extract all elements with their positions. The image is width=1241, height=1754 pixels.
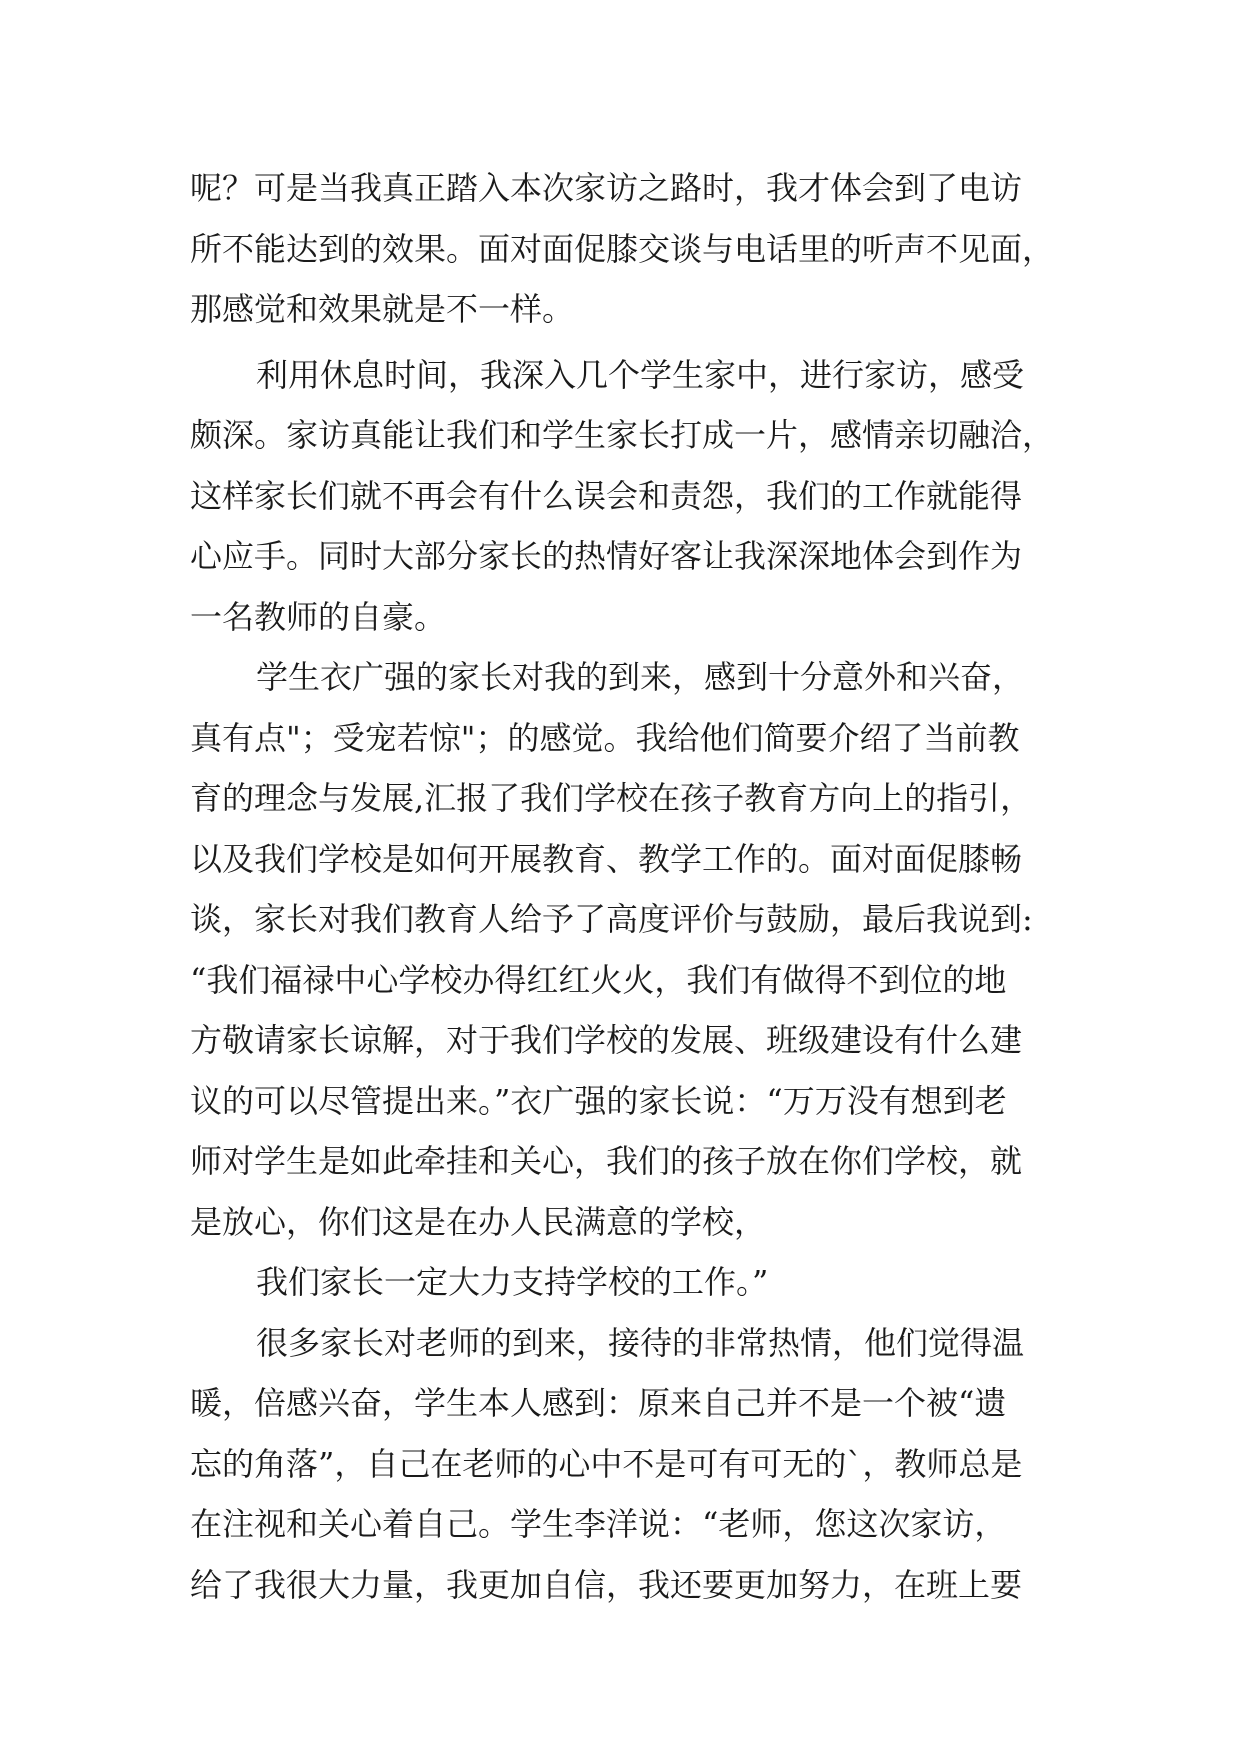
text-line: 谈，家长对我们教育人给予了高度评价与鼓励，最后我说到:	[190, 900, 1033, 938]
text-line: 暖，倍感兴奋，学生本人感到：原来自己并不是一个被“遗	[190, 1384, 1007, 1422]
text-line: 忘的角落”，自己在老师的心中不是可有可无的`，教师总是	[190, 1444, 1023, 1483]
text-line: 学生衣广强的家长对我的到来，感到十分意外和兴奋，	[256, 658, 1025, 696]
text-line: 育的理念与发展,汇报了我们学校在孩子教育方向上的指引，	[190, 779, 1033, 817]
text-line: 心应手。同时大部分家长的热情好客让我深深地体会到作为	[190, 537, 1023, 575]
text-line: 所不能达到的效果。面对面促膝交谈与电话里的听声不见面，	[190, 229, 1055, 268]
text-line: 利用休息时间，我深入几个学生家中，进行家访，感受	[256, 355, 1025, 394]
text-line: 是放心，你们这是在办人民满意的学校，	[190, 1202, 767, 1241]
text-line: 以及我们学校是如何开展教育、教学工作的。面对面促膝畅	[190, 839, 1023, 878]
text-line: 师对学生是如此牵挂和关心，我们的孩子放在你们学校，就	[190, 1142, 1023, 1180]
body-text	[190, 158, 1090, 1615]
text-line: 给了我很大力量，我更加自信，我还要更加努力，在班上要	[190, 1565, 1023, 1604]
text-line: 呢？可是当我真正踏入本次家访之路时，我才体会到了电访	[190, 169, 1023, 207]
text-line: 这样家长们就不再会有什么误会和责怨，我们的工作就能得	[190, 476, 1023, 515]
text-line: 一名教师的自豪。	[190, 597, 447, 636]
text-line: 我们家长一定大力支持学校的工作。”	[256, 1263, 769, 1301]
text-line: 颇深。家访真能让我们和学生家长打成一片，感情亲切融洽，	[190, 416, 1055, 454]
text-line: 议的可以尽管提出来。”衣广强的家长说：“万万没有想到老	[190, 1081, 1007, 1120]
text-line: “我们福禄中心学校办得红红火火，我们有做得不到位的地	[190, 960, 1007, 999]
text-line: 方敬请家长谅解，对于我们学校的发展、班级建设有什么建	[190, 1021, 1023, 1059]
text-line: 在注视和关心着自己。学生李洋说：“老师，您这次家访，	[190, 1505, 1007, 1543]
text-line: 那感觉和效果就是不一样。	[190, 290, 575, 328]
text-line: 很多家长对老师的到来，接待的非常热情，他们觉得温	[256, 1323, 1025, 1362]
text-line: 真有点"；受宠若惊"；的感觉。我给他们简要介绍了当前教	[190, 718, 1020, 757]
